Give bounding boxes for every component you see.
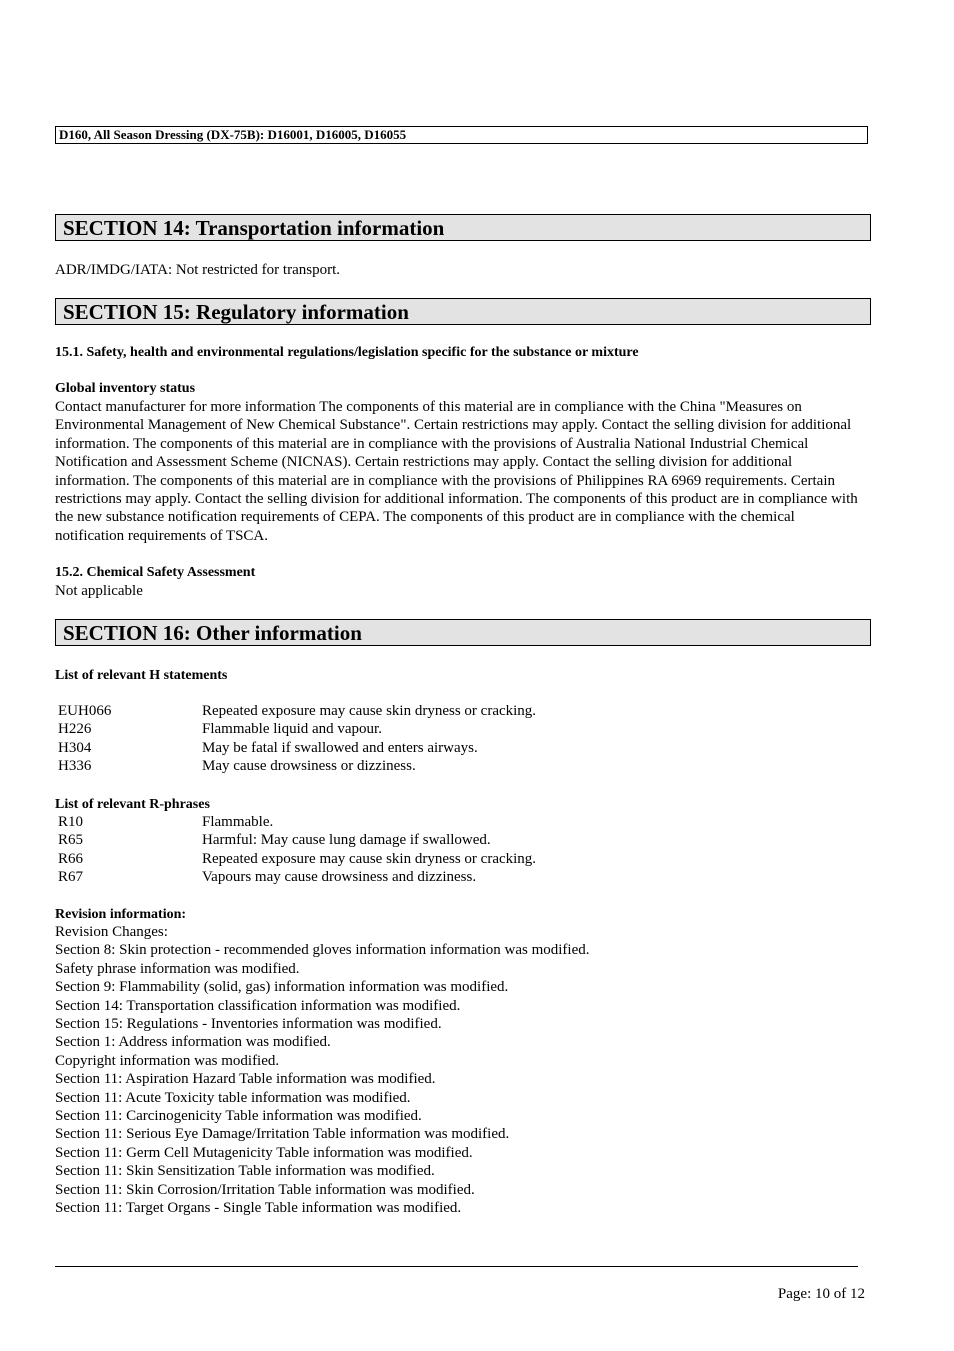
document-header: D160, All Season Dressing (DX-75B): D16001, D16005, D16055 <box>55 126 868 144</box>
list-item: Safety phrase information was modified. <box>55 960 300 977</box>
list-item: Section 9: Flammability (solid, gas) information information was modified. <box>55 979 509 996</box>
r-text: Vapours may cause drowsiness and dizziness. <box>202 869 477 886</box>
h-code: H226 <box>58 721 92 738</box>
subsection-15-1-title: 15.1. Safety, health and environmental regulations/legislation specific for the substance or mixture <box>55 345 639 360</box>
list-item: Section 11: Acute Toxicity table information was modified. <box>55 1089 411 1106</box>
h-statements-title: List of relevant H statements <box>55 668 228 683</box>
list-item <box>58 739 536 757</box>
h-text: May cause drowsiness or dizziness. <box>202 758 416 775</box>
r-code: R66 <box>58 850 84 867</box>
list-item: Section 11: Skin Sensitization Table information was modified. <box>55 1163 435 1180</box>
list-item: Section 11: Germ Cell Mutagenicity Table information was modified. <box>55 1144 473 1161</box>
list-item <box>58 831 536 849</box>
r-text: Flammable. <box>202 814 274 830</box>
list-item: Section 11: Aspiration Hazard Table information was modified. <box>55 1071 436 1088</box>
list-item: Copyright information was modified. <box>55 1052 280 1069</box>
list-item <box>58 720 536 738</box>
list-item <box>58 702 536 720</box>
h-code: H304 <box>58 739 92 756</box>
h-text: May be fatal if swallowed and enters airways. <box>202 739 478 756</box>
h-text: Repeated exposure may cause skin dryness or cracking. <box>202 703 537 719</box>
list-item <box>58 850 536 868</box>
h-text: Flammable liquid and vapour. <box>202 721 382 738</box>
list-item: Section 11: Serious Eye Damage/Irritation Table information was modified. <box>55 1126 510 1143</box>
r-phrases-title: List of relevant R-phrases <box>55 797 210 812</box>
list-item: Section 11: Carcinogenicity Table information was modified. <box>55 1108 422 1125</box>
list-item: Revision Changes: <box>55 924 168 940</box>
list-item: Section 15: Regulations - Inventories information was modified. <box>55 1016 442 1033</box>
h-code: EUH066 <box>58 703 112 719</box>
list-item: Section 11: Target Organs - Single Table information was modified. <box>55 1200 462 1217</box>
transport-text: ADR/IMDG/IATA: Not restricted for transport. <box>55 262 340 278</box>
section-14-heading: SECTION 14: Transportation information <box>55 214 871 241</box>
chemical-safety-text: Not applicable <box>55 583 143 599</box>
section-15-heading: SECTION 15: Regulatory information <box>55 298 871 325</box>
r-code: R65 <box>58 832 84 849</box>
r-code: R67 <box>58 869 84 886</box>
page-number: Page: 10 of 12 <box>777 1286 865 1302</box>
list-item <box>58 868 536 886</box>
list-item: Section 14: Transportation classification information was modified. <box>55 997 461 1014</box>
h-statements-list <box>58 702 536 776</box>
footer-divider <box>55 1266 858 1267</box>
section-16-heading: SECTION 16: Other information <box>55 619 871 646</box>
list-item: Section 8: Skin protection - recommended gloves information information was modified. <box>55 942 590 959</box>
list-item: Section 11: Skin Corrosion/Irritation Table information was modified. <box>55 1181 475 1198</box>
revision-info-title: Revision information: <box>55 907 187 922</box>
r-text: Harmful: May cause lung damage if swallowed. <box>202 832 491 849</box>
list-item <box>58 813 536 831</box>
list-item: Section 1: Address information was modified. <box>55 1034 331 1051</box>
list-item <box>58 757 536 775</box>
subsection-15-2-title: 15.2. Chemical Safety Assessment <box>55 565 256 580</box>
h-code: H336 <box>58 758 92 775</box>
inventory-status-title: Global inventory status <box>55 381 196 396</box>
revision-changes-list <box>55 923 589 1218</box>
r-code: R10 <box>58 814 84 830</box>
inventory-status-text: Contact manufacturer for more information The components of this material are in compliance with the China "Measures on Environmental Management of New Chemical Substance". Certain restrictions may apply. Contact the selling division for additional information. The components of this material are in compliance with the provisions of Australia National Industrial Chemical Notification and Assessment Scheme (NICNAS). Certain restrictions may apply. Contact the selling division for additional information. The components of this material are in compliance with the provisions of Philippines RA 6969 requirements. Certain restrictions may apply. Contact the selling division for additional information. The components of this product are in compliance with the new substance notification requirements of CEPA. The components of this product are in compliance with the chemical notification requirements of TSCA. <box>55 399 858 544</box>
r-text: Repeated exposure may cause skin dryness or cracking. <box>202 850 537 867</box>
r-phrases-list <box>58 813 536 887</box>
